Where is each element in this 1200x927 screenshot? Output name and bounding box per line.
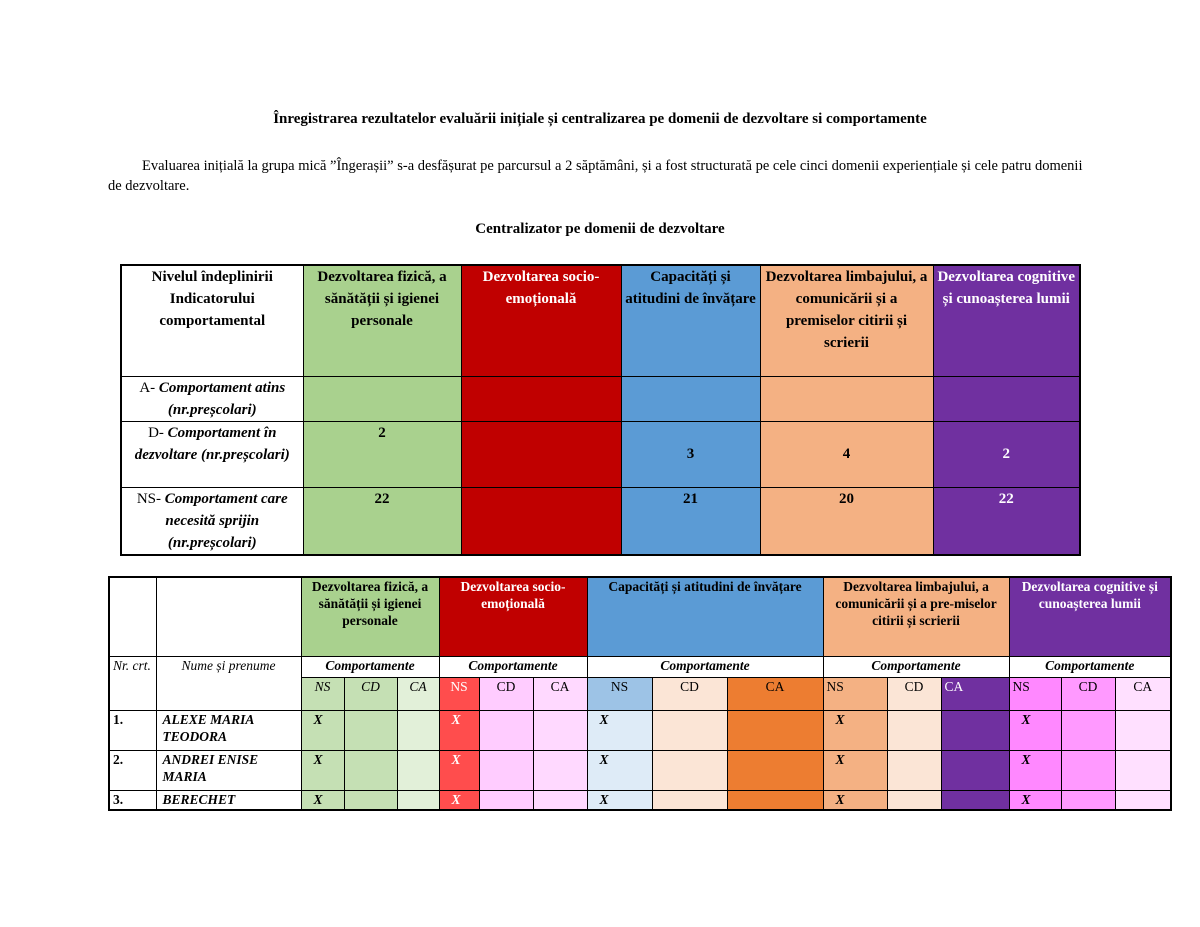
summary-domain-learning: Capacități și atitudini de învățare (621, 265, 760, 376)
summary-cell: 22 (933, 487, 1080, 555)
empty-cell (344, 710, 397, 750)
detail-table (108, 576, 1172, 811)
mark-cell: X (823, 750, 887, 790)
empty-cell (1115, 750, 1171, 790)
mark-cell: X (823, 710, 887, 750)
sub-ns: NS (301, 677, 344, 710)
summary-cell (621, 376, 760, 421)
empty-cell (887, 710, 941, 750)
comportamente-label: Comportamente (439, 656, 587, 677)
detail-empty-nr (109, 577, 156, 656)
sub-ns: NS (1009, 677, 1061, 710)
empty-cell (652, 750, 727, 790)
empty-cell (479, 790, 533, 810)
table-row (109, 710, 1171, 750)
empty-cell (727, 710, 823, 750)
summary-cell: 2 (933, 421, 1080, 487)
detail-domain-socio: Dezvoltarea socio-emoțională (439, 577, 587, 656)
mark-cell: X (587, 750, 652, 790)
summary-row-a (121, 376, 1080, 421)
mark-cell: X (439, 710, 479, 750)
empty-cell (1115, 710, 1171, 750)
detail-domain-physical: Dezvoltarea fizică, a sănătății și igienei personale (301, 577, 439, 656)
empty-cell (1061, 750, 1115, 790)
summary-domain-socio: Dezvoltarea socio-emoțională (461, 265, 621, 376)
empty-cell (887, 750, 941, 790)
student-name: ALEXE MARIA TEODORA (156, 710, 301, 750)
summary-cell (461, 376, 621, 421)
mark-cell: X (587, 710, 652, 750)
empty-cell (344, 790, 397, 810)
sub-cd: CD (887, 677, 941, 710)
sub-cd: CD (1061, 677, 1115, 710)
mark-cell: X (587, 790, 652, 810)
sub-cd: CD (479, 677, 533, 710)
sub-ns: NS (587, 677, 652, 710)
intro-paragraph (108, 156, 1088, 196)
sub-ca: CA (1115, 677, 1171, 710)
empty-cell (1061, 790, 1115, 810)
summary-header-label: Nivelul îndeplinirii Indicatorului comportamental (121, 265, 303, 376)
detail-domain-learning: Capacități și atitudini de învățare (587, 577, 823, 656)
summary-table (120, 264, 1081, 556)
table-row (109, 750, 1171, 790)
detail-domain-language: Dezvoltarea limbajului, a comunicării și a pre-miselor citirii și scrierii (823, 577, 1009, 656)
sub-cd: CD (344, 677, 397, 710)
summary-header-row (121, 265, 1080, 376)
mark-cell: X (823, 790, 887, 810)
summary-cell (303, 376, 461, 421)
empty-cell (941, 790, 1009, 810)
empty-cell (941, 710, 1009, 750)
summary-cell: 22 (303, 487, 461, 555)
summary-cell (933, 376, 1080, 421)
comportamente-label: Comportamente (823, 656, 1009, 677)
mark-cell: X (1009, 750, 1061, 790)
empty-cell (1061, 710, 1115, 750)
summary-cell: 3 (621, 421, 760, 487)
summary-row-ns-label: NS- Comportament care necesită sprijin (nr.preșcolari) (121, 487, 303, 555)
detail-nr-label: Nr. crt. (109, 656, 156, 710)
sub-ns: NS (823, 677, 887, 710)
empty-cell (344, 750, 397, 790)
empty-cell (941, 750, 1009, 790)
mark-cell: X (301, 790, 344, 810)
summary-row-d (121, 421, 1080, 487)
student-nr: 3. (109, 790, 156, 810)
sub-ca: CA (533, 677, 587, 710)
empty-cell (397, 790, 439, 810)
summary-domain-physical: Dezvoltarea fizică, a sănătății și igienei personale (303, 265, 461, 376)
sub-ca: CA (397, 677, 439, 710)
empty-cell (533, 750, 587, 790)
mark-cell: X (301, 750, 344, 790)
summary-cell: 2 (303, 421, 461, 487)
empty-cell (652, 710, 727, 750)
empty-cell (727, 790, 823, 810)
empty-cell (727, 750, 823, 790)
mark-cell: X (1009, 790, 1061, 810)
summary-row-a-label: A- Comportament atins (nr.preșcolari) (121, 376, 303, 421)
mark-cell: X (1009, 710, 1061, 750)
summary-title: Centralizator pe domenii de dezvoltare (475, 221, 725, 237)
summary-row-ns (121, 487, 1080, 555)
empty-cell (479, 750, 533, 790)
student-nr: 2. (109, 750, 156, 790)
summary-cell (461, 421, 621, 487)
table-row (109, 790, 1171, 810)
comportamente-label: Comportamente (1009, 656, 1171, 677)
mark-cell: X (301, 710, 344, 750)
student-name: BERECHET (156, 790, 301, 810)
detail-domain-cognitive: Dezvoltarea cognitive și cunoașterea lumii (1009, 577, 1171, 656)
comportamente-label: Comportamente (587, 656, 823, 677)
empty-cell (533, 790, 587, 810)
empty-cell (397, 750, 439, 790)
empty-cell (1115, 790, 1171, 810)
page-title: Înregistrarea rezultatelor evaluării inițiale și centralizarea pe domenii de dezvoltare si comportamente (273, 111, 927, 127)
detail-comportamente-row (109, 656, 1171, 677)
student-name: ANDREI ENISE MARIA (156, 750, 301, 790)
summary-cell (461, 487, 621, 555)
sub-cd: CD (652, 677, 727, 710)
empty-cell (533, 710, 587, 750)
sub-ns: NS (439, 677, 479, 710)
comportamente-label: Comportamente (301, 656, 439, 677)
detail-name-label: Nume și prenume (156, 656, 301, 710)
summary-cell: 21 (621, 487, 760, 555)
summary-cell: 4 (760, 421, 933, 487)
sub-ca: CA (941, 677, 1009, 710)
summary-cell (760, 376, 933, 421)
summary-domain-language: Dezvoltarea limbajului, a comunicării și a premiselor citirii și scrierii (760, 265, 933, 376)
summary-cell: 20 (760, 487, 933, 555)
empty-cell (652, 790, 727, 810)
empty-cell (397, 710, 439, 750)
student-nr: 1. (109, 710, 156, 750)
empty-cell (479, 710, 533, 750)
summary-row-d-label: D- Comportament în dezvoltare (nr.preșcolari) (121, 421, 303, 487)
summary-domain-cognitive: Dezvoltarea cognitive și cunoașterea lumii (933, 265, 1080, 376)
detail-empty-name (156, 577, 301, 656)
mark-cell: X (439, 790, 479, 810)
empty-cell (887, 790, 941, 810)
mark-cell: X (439, 750, 479, 790)
detail-header-row (109, 577, 1171, 656)
intro-text: Evaluarea inițială la grupa mică ”Îngerașii” s-a desfășurat pe parcursul a 2 săptămâni, și a fost structurată pe cele cinci domenii experiențiale și cele patru domenii de dezvoltare. (108, 158, 1083, 194)
sub-ca: CA (727, 677, 823, 710)
